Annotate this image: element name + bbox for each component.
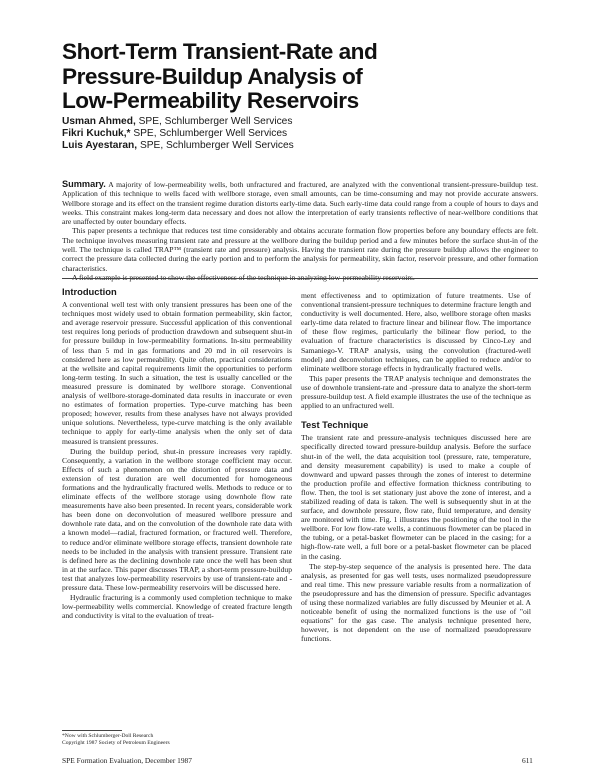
author-entry [62, 116, 294, 128]
body-paragraph: A conventional well test with only transient pressures has been one of the techniques most widely used to obtain formation permeability, skin factor, and average reservoir pressure. Successful application of this conventional test requires long periods of production drawdown and subsequent shut-in for pressure buildup in low-permeability formations. In-situ permeability of less than 5 md in gas formations and 20 md in oil reservoirs is considered here as low permeability. Quite often, practical considerations at the wellsite and capital requirements limit the opportunities to perform long-term testing. In such a situation, the test is usually cancelled or the measured pressure is dominated by wellbore storage. Conventional analysis of wellbore-storage-dominated data results in inaccurate or even no estimates of formation properties. Type-curve matching has been proposed; however, results from these analyses have not always provided unique solutions. Nevertheless, type-curve matching is the only available technique to apply for early-time analysis when the only set of data measured is transient pressures. [62, 300, 292, 446]
page-number: 611 [522, 756, 533, 765]
journal-footer: SPE Formation Evaluation, December 1987 [62, 756, 192, 765]
summary-paragraph: A field example is presented to show the effectiveness of the technique in analyzing low-permeability reservoirs. [72, 272, 415, 282]
body-paragraph: The step-by-step sequence of the analysis is presented here. The data analysis, as presented for gas well tests, uses normalized pseudopressure and real time. This new pressure variable results from a normalization of the pseudopressure and has the dimension of pressure. Specific advantages of using these normalized variables are fully discussed by Meunier et al. A noticeable benefit of using the normalized functions is the use of "oil equations" for the gas case. The analysis technique presented here, however, is not dependent on the use of normalized pseudopressure functions. [301, 561, 531, 644]
summary-paragraph: This paper presents a technique that reduces test time considerably and obtains accurate formation flow properties before any boundary effects are felt. The technique involves measuring transient rate and pressure at the wellbore during the buildup period and a few minutes before the surface shut-in of the well. The technique is called TRAP™ (transient rate and pressure) analysis. Having the transient rate during the pressure buildup allows the engineer to correct the pressure data collected during the early portion and to perform the analysis for permeability, skin factor, reservoir pressure, and other formation characteristics. [62, 226, 538, 273]
author-list [62, 116, 294, 152]
body-paragraph: The transient rate and pressure-analysis techniques discussed here are specifically directed toward pressure-buildup analysis. Before the surface shut-in of the well, the data acquisition tool (pressure, rate, temperature, and density measurement capability) is used to make a couple of downward and upward passes through the zones of interest to determine the production profile and effective formation thickness contributing to flow. Then, the tool is set stationary just above the zone of interest, and a stabilized reading of data is taken. The well is subsequently shut in at the surface, and downhole pressure, flow rate, fluid temperature, and density are monitored with time. Fig. 1 illustrates the positioning of the tool in the wellbore. For low flow-rate wells, a continuous flowmeter can be placed in the tubing, or a petal-basket flowmeter can be placed in the casing; for a high-flow-rate well, a full bore or a petal-basket flowmeter can be placed in the casing. [301, 433, 531, 561]
summary-text: A majority of low-permeability wells, both unfractured and fractured, are analyzed with the conventional transient-pressure-buildup test. Application of this technique to wells faced with wellbore storage, even small amounts, can be time-consuming and may not provide accurate answers. Wellbore storage and its effect on the transient regime duration distorts early-time data. Such early-time data could range from a couple of hours to days and weeks. This constraint makes long-term data necessary and does not allow the interpretation of early transients reflective of near-wellbore conditions that are unaffected by outer boundary effects. [62, 180, 538, 227]
author-entry [62, 128, 294, 140]
title-line: Pressure-Buildup Analysis of [62, 63, 363, 89]
body-paragraph: ment effectiveness and to optimization of future treatments. Use of conventional transient-pressure techniques to determine fracture length and conductivity is well documented. Here, also, wellbore storage often masks early-time data related to fracture linear and bilinear flow. The importance of these flow regimes, particularly the bilinear flow period, to the evaluation of fracture characteristics is discussed by Cinco-Ley and Samaniego-V. TRAP analysis, using the convolution (fractured-well model) and deconvolution techniques, can be applied to reduce and/or to eliminate wellbore storage effects in hydraulically fractured wells. [301, 291, 531, 373]
footnote: *Now with Schlumberger-Doll Research [62, 733, 154, 739]
body-paragraph: Hydraulic fracturing is a commonly used completion technique to make low-permeability wells commercial. Knowledge of created fracture length and conductivity is vital to the evaluation of treat- [62, 593, 292, 621]
author-affiliation: SPE, Schlumberger Well Services [133, 128, 288, 139]
introduction-heading: Introduction [62, 286, 117, 297]
body-paragraph: This paper presents the TRAP analysis technique and demonstrates the use of downhole transient-rate and -pressure data to analyze the short-term pressure-buildup test. A field example illustrates the use of the technique as applied to an unfractured well. [301, 373, 531, 411]
title-line: Short-Term Transient-Rate and [62, 39, 378, 64]
paper-title [62, 40, 542, 114]
body-paragraph: During the buildup period, shut-in pressure increases very rapidly. Consequently, a variation in the wellbore storage coefficient may occur. Effects of such a phenomenon on the distortion of pressure data and extension of test duration are well documented for homogeneous formations and the hydraulically fractured wells. Methods to reduce or to eliminate effects of the wellbore storage using downhole flow rate measurements have also been presented. In recent years, considerable work has been done on deconvolution of measured wellbore pressure and downhole rate data, and on the convolution of the downhole rate data with a known model—radial, fractured formation, or fractured well. Therefore, to reduce and/or eliminate wellbore storage effects, transient downhole rate needs to be included in the analysis with transient pressure. Transient rate is defined here as the declining downhole rate once the well has been shut in at the surface. This paper discusses TRAP, a short-term pressure-buildup test that analyzes low-permeability reservoirs by use of transient-rate and -pressure data. These low-permeability reservoirs will be discussed here. [62, 446, 292, 592]
summary-paragraph [62, 180, 538, 226]
footnote-divider [62, 730, 122, 731]
test-technique-heading: Test Technique [301, 419, 369, 431]
author-affiliation: SPE, Schlumberger Well Services [139, 140, 294, 151]
author-entry [62, 140, 294, 152]
author-affiliation: SPE, Schlumberger Well Services [138, 116, 293, 127]
title-line: Low-Permeability Reservoirs [62, 88, 359, 113]
summary-label: Summary. [62, 179, 106, 189]
footnote: Copyright 1987 Society of Petroleum Engineers [62, 740, 170, 746]
section-divider [62, 278, 538, 279]
author-name: Luis Ayestaran, [62, 140, 138, 151]
left-column [62, 287, 292, 620]
summary-abstract [62, 180, 538, 282]
footnotes [62, 733, 170, 747]
right-column [301, 291, 531, 643]
author-name: Fikri Kuchuk,* [62, 128, 131, 139]
author-name: Usman Ahmed, [62, 116, 136, 127]
